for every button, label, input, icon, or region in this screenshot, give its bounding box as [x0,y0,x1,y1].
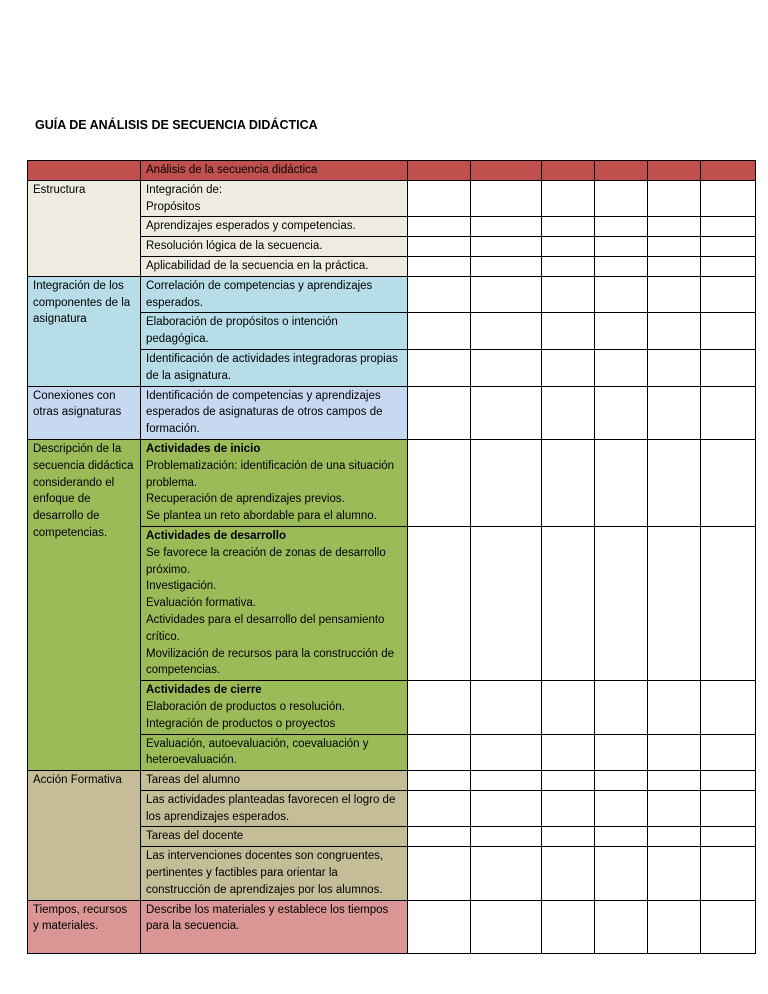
evaluation-cell[interactable] [648,276,701,313]
evaluation-cell[interactable] [648,180,701,217]
evaluation-cell[interactable] [701,313,756,350]
evaluation-cell[interactable] [595,313,648,350]
section-label-tiempos: Tiempos, recursos y materiales. [28,900,141,953]
criterion-cell [141,734,408,771]
evaluation-cell[interactable] [648,256,701,276]
header-eval-cell [542,161,595,181]
evaluation-cell[interactable] [471,386,542,439]
evaluation-cell[interactable] [542,734,595,771]
evaluation-cell[interactable] [542,847,595,900]
criterion-text: Resolución lógica de la secuencia. [146,240,323,253]
evaluation-cell[interactable] [701,900,756,953]
evaluation-cell[interactable] [542,256,595,276]
evaluation-cell[interactable] [408,313,471,350]
table-row [28,439,756,526]
criterion-cell [141,180,408,217]
criterion-text: Describe los materiales y establece los tiempos para la secuencia. [146,903,389,933]
evaluation-cell[interactable] [595,217,648,237]
criterion-text: Investigación. [146,580,217,593]
evaluation-cell[interactable] [648,734,701,771]
evaluation-cell[interactable] [471,526,542,680]
table-row [28,180,756,217]
criterion-cell [141,386,408,439]
criterion-text: Tareas del docente [146,830,244,843]
evaluation-cell[interactable] [701,771,756,791]
criterion-text: Elaboración de productos o resolución. [146,700,345,713]
evaluation-cell[interactable] [471,313,542,350]
evaluation-cell[interactable] [595,827,648,847]
evaluation-cell[interactable] [471,180,542,217]
section-label-descripcion: Descripción de la secuencia didáctica considerando el enfoque de desarrollo de competencias. [28,439,141,770]
criterion-cell [141,276,408,313]
criterion-text: Movilización de recursos para la construcción de competencias. [146,647,395,677]
criterion-cell [141,237,408,257]
evaluation-cell[interactable] [542,439,595,526]
criterion-heading: Actividades de cierre [146,684,262,697]
evaluation-cell[interactable] [595,526,648,680]
criterion-text: Se plantea un reto abordable para el alumno. [146,510,377,523]
evaluation-cell[interactable] [542,313,595,350]
section-label-conexiones: Conexiones con otras asignaturas [28,386,141,439]
evaluation-cell[interactable] [408,180,471,217]
header-eval-cell [701,161,756,181]
evaluation-cell[interactable] [542,790,595,827]
evaluation-cell[interactable] [648,386,701,439]
evaluation-cell[interactable] [701,256,756,276]
evaluation-cell[interactable] [471,847,542,900]
criterion-cell [141,217,408,237]
evaluation-cell[interactable] [471,349,542,386]
criterion-heading: Actividades de desarrollo [146,529,286,542]
evaluation-cell[interactable] [408,681,471,734]
table-row [28,276,756,313]
criterion-text: Las actividades planteadas favorecen el logro de los aprendizajes esperados. [146,793,396,823]
evaluation-cell[interactable] [701,439,756,526]
evaluation-cell[interactable] [648,847,701,900]
criterion-text: Integración de productos o proyectos [146,717,336,730]
evaluation-cell[interactable] [471,900,542,953]
evaluation-cell[interactable] [471,734,542,771]
evaluation-cell[interactable] [408,790,471,827]
evaluation-cell[interactable] [542,217,595,237]
criterion-cell [141,771,408,791]
criterion-text: Problematización: identificación de una situación problema. [146,459,395,489]
evaluation-cell[interactable] [471,827,542,847]
evaluation-cell[interactable] [408,237,471,257]
evaluation-cell[interactable] [595,771,648,791]
evaluation-cell[interactable] [648,681,701,734]
table-row [28,771,756,791]
criterion-heading: Actividades de inicio [146,442,261,455]
evaluation-cell[interactable] [595,237,648,257]
evaluation-cell[interactable] [471,276,542,313]
evaluation-cell[interactable] [595,734,648,771]
evaluation-cell[interactable] [595,349,648,386]
criterion-cell [141,681,408,734]
criterion-cell [141,790,408,827]
evaluation-cell[interactable] [542,276,595,313]
evaluation-cell[interactable] [648,827,701,847]
criterion-text: Identificación de competencias y aprendizajes esperados de asignaturas de otros campos de formación. [146,389,383,436]
evaluation-cell[interactable] [471,217,542,237]
evaluation-cell[interactable] [542,526,595,680]
table-row [28,900,756,953]
evaluation-cell[interactable] [648,900,701,953]
criterion-cell [141,256,408,276]
evaluation-cell[interactable] [701,349,756,386]
evaluation-cell[interactable] [595,681,648,734]
evaluation-cell[interactable] [471,790,542,827]
evaluation-cell[interactable] [648,237,701,257]
evaluation-cell[interactable] [408,349,471,386]
evaluation-cell[interactable] [408,900,471,953]
section-label-estructura: Estructura [28,180,141,276]
evaluation-cell[interactable] [701,217,756,237]
header-eval-cell [408,161,471,181]
evaluation-cell[interactable] [542,237,595,257]
evaluation-cell[interactable] [408,276,471,313]
evaluation-cell[interactable] [701,790,756,827]
table-header: Análisis de la secuencia didáctica [141,161,408,181]
criterion-cell [141,827,408,847]
criterion-text: Correlación de competencias y aprendizajes esperados. [146,279,373,309]
header-eval-cell [471,161,542,181]
criterion-cell [141,900,408,953]
criterion-text: Recuperación de aprendizajes previos. [146,493,345,506]
evaluation-cell[interactable] [408,386,471,439]
section-label-accion: Acción Formativa [28,771,141,901]
evaluation-cell[interactable] [701,827,756,847]
criterion-text: Se favorece la creación de zonas de desarrollo próximo. [146,546,386,576]
criterion-text: Elaboración de propósitos o intención pedagógica. [146,316,338,346]
section-label-integracion: Integración de los componentes de la asignatura [28,276,141,386]
evaluation-cell[interactable] [542,386,595,439]
evaluation-cell[interactable] [648,790,701,827]
evaluation-cell[interactable] [408,734,471,771]
evaluation-cell[interactable] [595,900,648,953]
evaluation-cell[interactable] [542,827,595,847]
evaluation-cell[interactable] [701,681,756,734]
table-row [28,386,756,439]
evaluation-cell[interactable] [471,681,542,734]
criterion-cell [141,526,408,680]
evaluation-cell[interactable] [648,439,701,526]
evaluation-cell[interactable] [408,526,471,680]
evaluation-cell[interactable] [701,526,756,680]
evaluation-cell[interactable] [408,217,471,237]
evaluation-cell[interactable] [701,237,756,257]
criterion-text: Aplicabilidad de la secuencia en la práctica. [146,259,369,272]
criterion-cell [141,439,408,526]
evaluation-cell[interactable] [701,734,756,771]
criterion-text: Las intervenciones docentes son congruentes, pertinentes y factibles para orientar la construcción de aprendizajes por los alumnos. [146,850,384,896]
evaluation-cell[interactable] [595,276,648,313]
criterion-cell [141,313,408,350]
evaluation-cell[interactable] [408,827,471,847]
evaluation-cell[interactable] [595,847,648,900]
header-eval-cell [648,161,701,181]
criterion-cell [141,349,408,386]
evaluation-cell[interactable] [648,217,701,237]
evaluation-cell[interactable] [471,256,542,276]
evaluation-cell[interactable] [648,313,701,350]
document-title: GUÍA DE ANÁLISIS DE SECUENCIA DIDÁCTICA [35,118,318,132]
evaluation-cell[interactable] [408,439,471,526]
criterion-text: Tareas del alumno [146,774,240,787]
evaluation-cell[interactable] [595,180,648,217]
evaluation-cell[interactable] [542,180,595,217]
evaluation-cell[interactable] [648,771,701,791]
evaluation-cell[interactable] [542,771,595,791]
evaluation-cell[interactable] [408,256,471,276]
evaluation-cell[interactable] [542,681,595,734]
table-header-row [28,161,756,181]
evaluation-cell[interactable] [471,439,542,526]
criterion-text: Aprendizajes esperados y competencias. [146,220,356,233]
evaluation-cell[interactable] [595,439,648,526]
evaluation-cell[interactable] [595,256,648,276]
analysis-table [27,160,756,954]
evaluation-cell[interactable] [648,349,701,386]
evaluation-cell[interactable] [408,771,471,791]
header-eval-cell [595,161,648,181]
evaluation-cell[interactable] [542,900,595,953]
evaluation-cell[interactable] [542,349,595,386]
evaluation-cell[interactable] [701,276,756,313]
evaluation-cell[interactable] [701,847,756,900]
criterion-text: Actividades para el desarrollo del pensamiento crítico. [146,613,385,643]
criterion-cell [141,847,408,900]
criterion-text: Evaluación formativa. [146,597,256,610]
evaluation-cell[interactable] [595,790,648,827]
evaluation-cell[interactable] [471,237,542,257]
criterion-text: Integración de: [146,183,223,196]
evaluation-cell[interactable] [701,180,756,217]
criterion-text: Evaluación, autoevaluación, coevaluación y heteroevaluación. [146,737,369,767]
evaluation-cell[interactable] [595,386,648,439]
criterion-text: Propósitos [146,200,201,213]
evaluation-cell[interactable] [471,771,542,791]
criterion-text: Identificación de actividades integradoras propias de la asignatura. [146,352,398,382]
evaluation-cell[interactable] [408,847,471,900]
evaluation-cell[interactable] [648,526,701,680]
header-blank-cell [28,161,141,181]
evaluation-cell[interactable] [701,386,756,439]
